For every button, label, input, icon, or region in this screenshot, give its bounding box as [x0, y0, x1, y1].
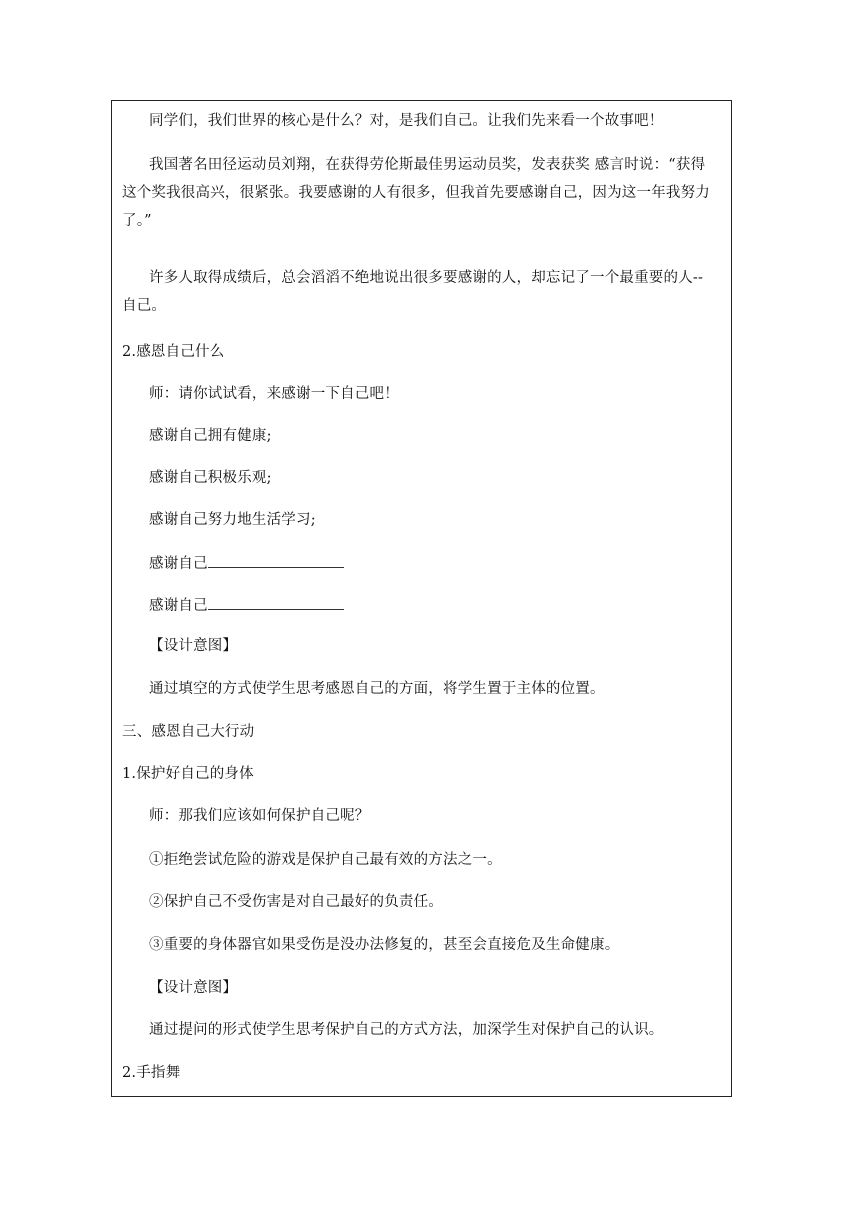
fill-blank-label: 感谢自己 [149, 556, 208, 572]
safety-point-2: ②保护自己不受伤害是对自己最好的负责任。 [149, 894, 443, 910]
safety-point-1: ①拒绝尝试危险的游戏是保护自己最有效的方法之一。 [149, 852, 502, 868]
teacher-question: 师：那我们应该如何保护自己呢？ [149, 808, 370, 824]
gratitude-item-health: 感谢自己拥有健康; [149, 428, 272, 444]
gratitude-fill-blank-2 [149, 594, 344, 616]
fill-blank-line [208, 594, 344, 610]
gratitude-fill-blank-1 [149, 552, 344, 574]
fill-blank-line [208, 552, 344, 568]
design-intent-label-2: 【设计意图】 [149, 980, 238, 996]
design-intent-label-1: 【设计意图】 [149, 638, 238, 654]
gratitude-item-optimism: 感谢自己积极乐观; [149, 470, 272, 486]
section-heading-3: 三、感恩自己大行动 [122, 724, 255, 740]
teacher-prompt: 师：请你试试看，来感谢一下自己吧！ [149, 386, 399, 402]
reflection-paragraph: 许多人取得成绩后，总会滔滔不绝地说出很多要感谢的人，却忘记了一个最重要的人--自己。 [122, 270, 704, 314]
design-intent-text-2: 通过提问的形式使学生思考保护自己的方式方法，加深学生对保护自己的认识。 [149, 1022, 664, 1038]
safety-point-3: ③重要的身体器官如果受伤是没办法修复的，甚至会直接危及生命健康。 [149, 937, 620, 953]
design-intent-text-1: 通过填空的方式使学生思考感恩自己的方面，将学生置于主体的位置。 [149, 681, 605, 697]
gratitude-item-effort: 感谢自己努力地生活学习; [149, 512, 316, 528]
intro-paragraph: 同学们，我们世界的核心是什么？对，是我们自己。让我们先来看一个故事吧！ [149, 113, 664, 129]
subsection-heading-2: 2.手指舞 [122, 1065, 181, 1081]
section-heading-2: 2.感恩自己什么 [122, 344, 225, 360]
story-paragraph: 我国著名田径运动员刘翔，在获得劳伦斯最佳男运动员奖，发表获奖 感言时说：“获得这个奖我很高兴，很紧张。我要感谢的人有很多，但我首先要感谢自己，因为这一年我努力了。” [122, 157, 710, 229]
fill-blank-label: 感谢自己 [149, 598, 208, 614]
subsection-heading-1: 1.保护好自己的身体 [122, 766, 254, 782]
